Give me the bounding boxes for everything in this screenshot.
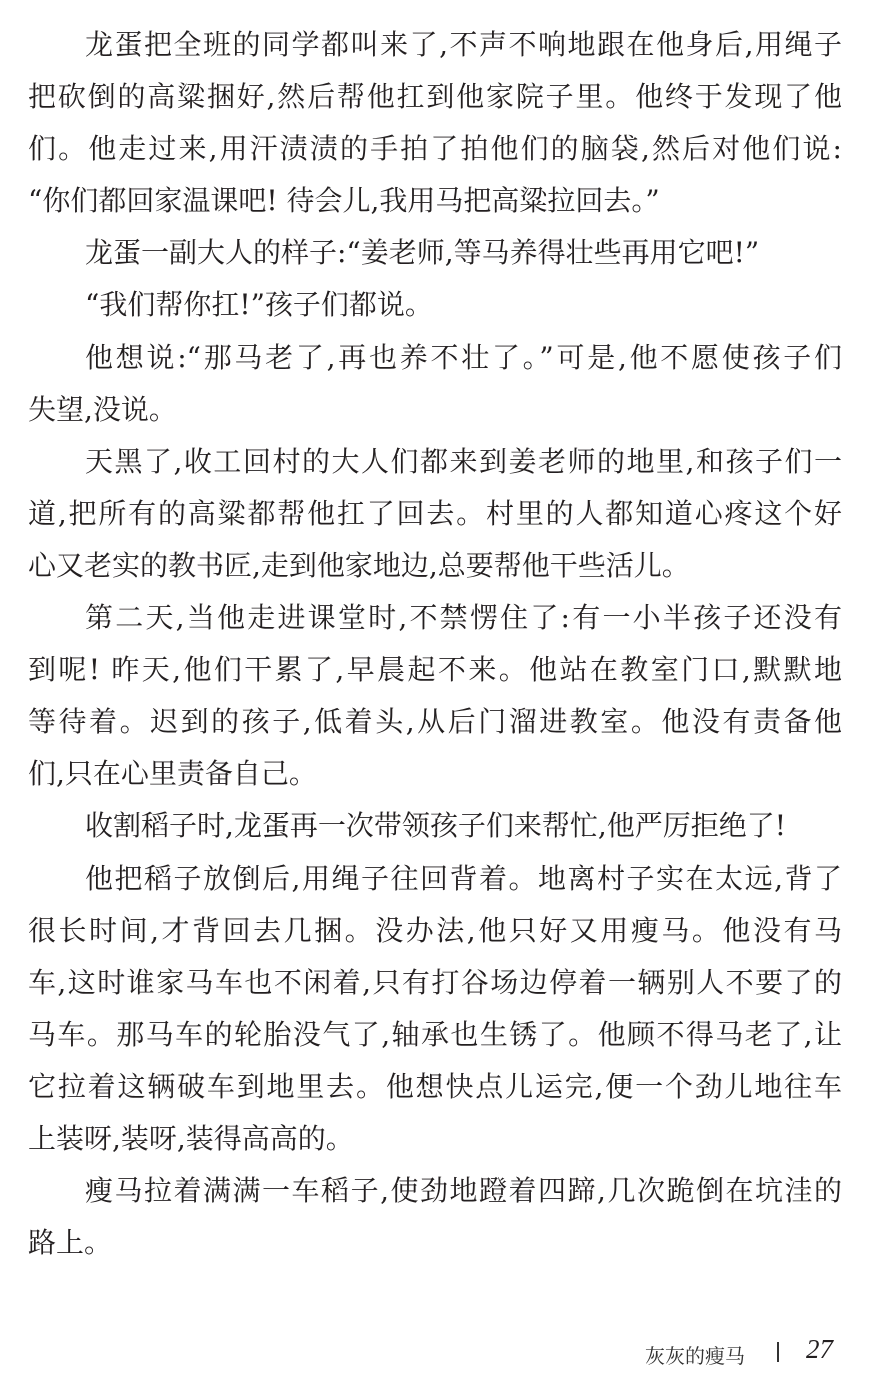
body-text xyxy=(28,19,842,1269)
text-line: 第二天,当他走进课堂时,不禁愣住了:有一小半孩子还没有 xyxy=(85,601,842,635)
paragraph xyxy=(28,1165,842,1269)
text-line: 失望,没说。 xyxy=(28,392,177,426)
text-line: 上装呀,装呀,装得高高的。 xyxy=(28,1121,354,1155)
text-line: 他把稻子放倒后,用绳子往回背着。地离村子实在太远,背了 xyxy=(85,861,842,895)
page-number: 27 xyxy=(806,1334,833,1364)
text-line: 车,这时谁家马车也不闲着,只有打谷场边停着一辆别人不要了的 xyxy=(28,965,842,999)
paragraph xyxy=(28,592,842,800)
text-line: 龙蛋把全班的同学都叫来了,不声不响地跟在他身后,用绳子 xyxy=(85,28,842,61)
running-title: 灰灰的瘦马 xyxy=(645,1344,745,1368)
text-line: 瘦马拉着满满一车稻子,使劲地蹬着四蹄,几次跪倒在坑洼的 xyxy=(85,1174,842,1208)
text-line: “我们帮你扛!”孩子们都说。 xyxy=(85,288,433,322)
paragraph xyxy=(28,436,842,592)
paragraph xyxy=(28,800,842,852)
text-line: 他想说:“那马老了,再也养不壮了。”可是,他不愿使孩子们 xyxy=(85,340,842,374)
text-line: 马车。那马车的轮胎没气了,轴承也生锈了。他顾不得马老了,让 xyxy=(28,1017,842,1051)
text-line: 们。他走过来,用汗渍渍的手拍了拍他们的脑袋,然后对他们说: xyxy=(28,132,842,166)
paragraph xyxy=(28,227,842,279)
text-line: 等待着。迟到的孩子,低着头,从后门溜进教室。他没有责备他 xyxy=(28,705,842,739)
text-line: 路上。 xyxy=(28,1226,113,1260)
text-line: 龙蛋一副大人的样子:“姜老师,等马养得壮些再用它吧!” xyxy=(85,236,760,270)
text-line: 心又老实的教书匠,走到他家地边,总要帮他干些活儿。 xyxy=(28,548,690,582)
paragraph xyxy=(28,332,842,436)
paragraph xyxy=(28,279,842,331)
text-line: 到呢! 昨天,他们干累了,早晨起不来。他站在教室门口,默默地 xyxy=(28,653,842,687)
page-footer xyxy=(0,1332,872,1372)
text-line: 它拉着这辆破车到地里去。他想快点儿运完,便一个劲儿地往车 xyxy=(28,1069,842,1103)
footer-divider xyxy=(777,1342,779,1362)
text-line: 把砍倒的高粱捆好,然后帮他扛到他家院子里。他终于发现了他 xyxy=(28,80,842,114)
text-line: “你们都回家温课吧! 待会儿,我用马把高粱拉回去。” xyxy=(28,184,660,218)
paragraph xyxy=(28,19,842,227)
text-line: 们,只在心里责备自己。 xyxy=(28,757,317,791)
text-line: 道,把所有的高粱都帮他扛了回去。村里的人都知道心疼这个好 xyxy=(28,496,842,530)
text-line: 很长时间,才背回去几捆。没办法,他只好又用瘦马。他没有马 xyxy=(28,913,842,947)
text-line: 天黑了,收工回村的大人们都来到姜老师的地里,和孩子们一 xyxy=(85,444,842,478)
paragraph xyxy=(28,853,842,1166)
text-line: 收割稻子时,龙蛋再一次带领孩子们来帮忙,他严厉拒绝了! xyxy=(85,809,787,843)
